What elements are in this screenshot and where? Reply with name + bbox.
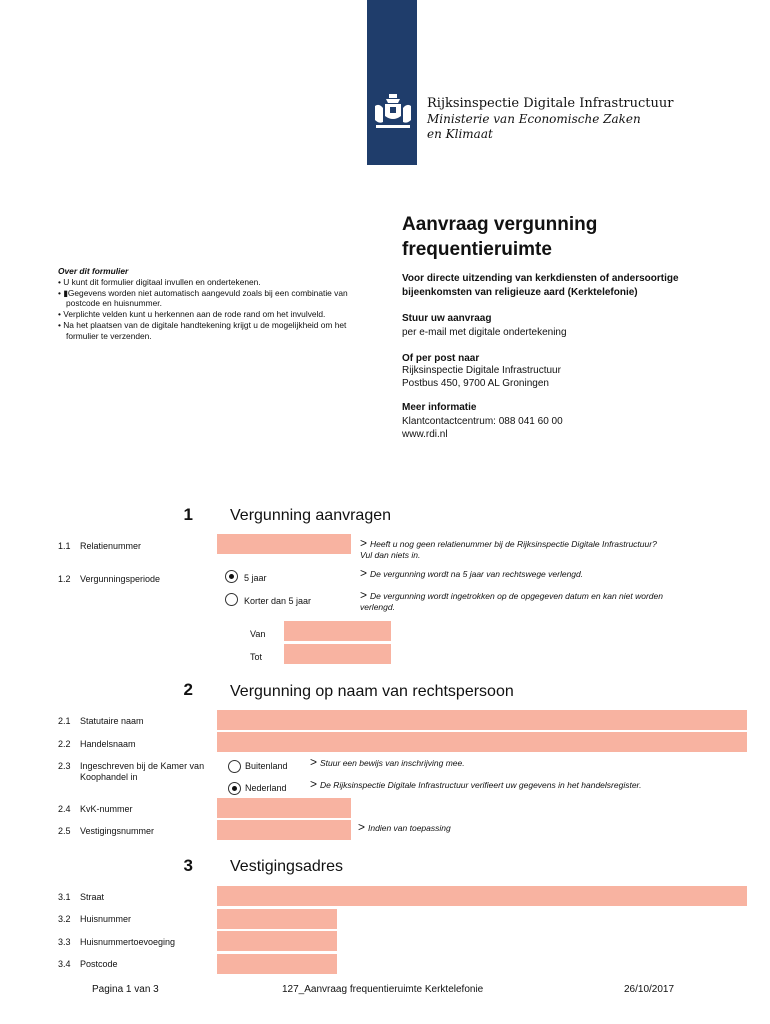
page-subtitle: Voor directe uitzending van kerkdiensten of andersoortige bijeenkomsten van religieuze aard (Kerktelefonie) bbox=[402, 273, 679, 298]
van-date-input[interactable] bbox=[284, 621, 391, 641]
about-item: • Na het plaatsen van de digitale handtekening krijgt u de mogelijkheid om het formulier te verzenden. bbox=[58, 319, 347, 341]
more-heading: Meer informatie bbox=[402, 402, 477, 413]
about-heading: Over dit formulier bbox=[58, 266, 129, 276]
statutaire-naam-input[interactable] bbox=[217, 710, 747, 730]
more-info: Klantcontactcentrum: 088 041 60 00 www.rdi.nl bbox=[402, 416, 563, 440]
post-heading: Of per post naar bbox=[402, 353, 480, 364]
radio-nederland[interactable] bbox=[228, 782, 241, 795]
org-name: Rijksinspectie Digitale Infrastructuur bbox=[427, 96, 674, 111]
document-date: 26/10/2017 bbox=[624, 984, 675, 995]
about-item: • ▮Gegevens worden niet automatisch aangevuld zoals bij een combinatie van postcode en huisnummer. bbox=[58, 287, 348, 309]
radio-buitenland[interactable] bbox=[228, 760, 241, 773]
postcode-input[interactable] bbox=[217, 954, 337, 974]
post-address: Rijksinspectie Digitale Infrastructuur Postbus 450, 9700 AL Groningen bbox=[402, 365, 561, 389]
relatienummer-input[interactable] bbox=[217, 534, 351, 554]
vergunningsperiode-label: Vergunningsperiode bbox=[80, 574, 161, 584]
kvk-nummer-input[interactable] bbox=[217, 798, 351, 818]
field-number: 2.2 bbox=[58, 739, 71, 749]
crest-icon bbox=[372, 92, 414, 132]
kvk-land-label: Ingeschreven bij de Kamer van Koophandel in bbox=[80, 761, 205, 782]
handelsnaam-input[interactable] bbox=[217, 732, 747, 752]
website-link[interactable]: www.rdi.nl bbox=[402, 429, 448, 440]
relatienummer-label: Relatienummer bbox=[80, 541, 142, 551]
option-note: > De vergunning wordt na 5 jaar van rechtswege verlengd. bbox=[360, 566, 584, 580]
radio-label: 5 jaar bbox=[244, 573, 267, 583]
document-name: 127_Aanvraag frequentieruimte Kerktelefonie bbox=[282, 984, 484, 995]
postcode-label: Postcode bbox=[80, 959, 118, 969]
field-number: 2.1 bbox=[58, 716, 71, 726]
page-number: Pagina 1 van 3 bbox=[92, 984, 159, 995]
about-form bbox=[58, 266, 348, 342]
radio-5-jaar[interactable] bbox=[225, 570, 238, 583]
send-text: per e-mail met digitale ondertekening bbox=[402, 327, 567, 338]
field-number: 3.4 bbox=[58, 959, 71, 969]
huisnummertoevoeging-input[interactable] bbox=[217, 931, 337, 951]
about-item: • Verplichte velden kunt u herkennen aan de rode rand om het invulveld. bbox=[58, 309, 326, 320]
field-number: 2.4 bbox=[58, 804, 71, 814]
kvk-nummer-label: KvK-nummer bbox=[80, 804, 133, 814]
section-number: 1 bbox=[183, 505, 193, 524]
section-title: Vergunning op naam van rechtspersoon bbox=[230, 683, 514, 700]
radio-label: Nederland bbox=[245, 783, 287, 793]
vestigingsnummer-note: > Indien van toepassing bbox=[358, 820, 451, 834]
option-note: > De Rijksinspectie Digitale Infrastructuur verifieert uw gegevens in het handelsregister. bbox=[310, 777, 642, 791]
huisnummertoevoeging-label: Huisnummertoevoeging bbox=[80, 937, 176, 947]
vestigingsnummer-label: Vestigingsnummer bbox=[80, 826, 155, 836]
van-label: Van bbox=[250, 629, 266, 639]
field-number: 1.2 bbox=[58, 574, 71, 584]
section-title: Vergunning aanvragen bbox=[230, 507, 392, 524]
straat-label: Straat bbox=[80, 892, 105, 902]
relatienummer-note: > Heeft u nog geen relatienummer bij de Rijksinspectie Digitale Infrastructuur?Vul dan niets in. bbox=[360, 536, 657, 560]
about-item: • U kunt dit formulier digitaal invullen en ondertekenen. bbox=[58, 276, 261, 287]
radio-label: Korter dan 5 jaar bbox=[244, 596, 312, 606]
straat-input[interactable] bbox=[217, 886, 747, 906]
field-number: 3.2 bbox=[58, 914, 71, 924]
radio-label: Buitenland bbox=[245, 761, 288, 771]
huisnummer-label: Huisnummer bbox=[80, 914, 132, 924]
send-heading: Stuur uw aanvraag bbox=[402, 313, 492, 324]
handelsnaam-label: Handelsnaam bbox=[80, 739, 136, 749]
statutaire-naam-label: Statutaire naam bbox=[80, 716, 144, 726]
radio-korter[interactable] bbox=[225, 593, 238, 606]
huisnummer-input[interactable] bbox=[217, 909, 337, 929]
field-number: 3.3 bbox=[58, 937, 71, 947]
page-title: Aanvraag vergunning frequentieruimte bbox=[402, 214, 598, 260]
section-number: 2 bbox=[183, 680, 193, 699]
field-number: 2.3 bbox=[58, 761, 71, 771]
tot-date-input[interactable] bbox=[284, 644, 391, 664]
logo-bar bbox=[367, 0, 417, 165]
field-number: 2.5 bbox=[58, 826, 71, 836]
ministry-name: Ministerie van Economische Zaken en Klimaat bbox=[427, 112, 641, 141]
section-number: 3 bbox=[183, 856, 193, 875]
tot-label: Tot bbox=[250, 652, 263, 662]
vestigingsnummer-input[interactable] bbox=[217, 820, 351, 840]
field-number: 1.1 bbox=[58, 541, 71, 551]
field-number: 3.1 bbox=[58, 892, 71, 902]
section-title: Vestigingsadres bbox=[230, 858, 343, 875]
option-note: > Stuur een bewijs van inschrijving mee. bbox=[310, 755, 465, 769]
option-note: > De vergunning wordt ingetrokken op de opgegeven datum en kan niet worden verlengd. bbox=[360, 588, 663, 612]
